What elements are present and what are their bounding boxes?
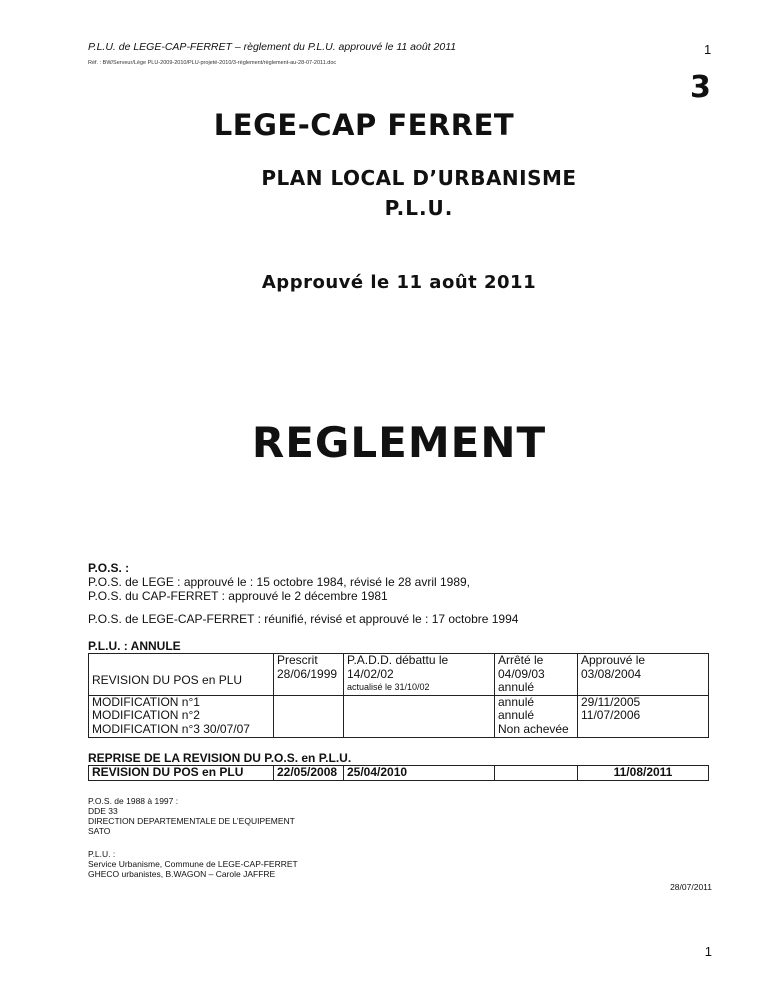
- credit-line: P.O.S. de 1988 à 1997 :: [88, 796, 179, 806]
- credit-line: DDE 33: [88, 806, 118, 816]
- table-row: [89, 695, 709, 737]
- table-cell-label: REVISION DU POS en PLU: [89, 654, 274, 696]
- cell-line: Non achevée: [498, 721, 569, 736]
- cell-line: Arrêté le: [498, 653, 544, 667]
- cell-line: 29/11/2005: [581, 694, 641, 709]
- cell-line: annulé: [498, 680, 535, 695]
- table-cell-approuve: [578, 695, 709, 737]
- table-cell-padd: 25/04/2010: [344, 766, 495, 781]
- credit-line: Service Urbanisme, Commune de LEGE-CAP-FERRET: [88, 859, 298, 869]
- cell-line: annulé: [498, 708, 535, 723]
- table-cell-prescrit: 22/05/2008: [274, 766, 344, 781]
- credit-line: GHECO urbanistes, B.WAGON – Carole JAFFRE: [88, 869, 276, 879]
- cell-line: Prescrit: [277, 653, 318, 667]
- credit-line: SATO: [88, 826, 111, 836]
- header-page-number: 1: [704, 42, 712, 57]
- table-cell-approuve: 11/08/2011: [578, 766, 709, 781]
- table-cell-prescrit: [274, 654, 344, 696]
- table-cell-prescrit: [274, 695, 344, 737]
- pos-credits: [88, 796, 295, 836]
- header-reference: Réf. : BW/Serveur/Lège PLU-2009-2010/PLU-projeté-2010/3-règlement/règlement-au-28-07-2011.doc: [88, 60, 337, 66]
- header-title: P.L.U. de LEGE-CAP-FERRET – règlement du P.L.U. approuvé le 11 août 2011: [88, 41, 457, 53]
- plan-title-line1: PLAN LOCAL D’URBANISME: [261, 166, 577, 190]
- cell-line: 14/02/02: [347, 666, 394, 681]
- table-cell-arrete: [495, 654, 578, 696]
- reprise-heading: REPRISE DE LA REVISION DU P.O.S. en P.L.U.: [88, 751, 352, 765]
- credit-line: P.L.U. :: [88, 849, 116, 859]
- credit-line: DIRECTION DEPARTEMENTALE DE L’EQUIPEMENT: [88, 816, 295, 826]
- cell-line: 04/09/03: [498, 666, 545, 681]
- pos-line-capferret: P.O.S. du CAP-FERRET : approuvé le 2 décembre 1981: [88, 589, 388, 603]
- reprise-table: [88, 765, 709, 781]
- table-row: [89, 654, 709, 696]
- table-cell-arrete: [495, 695, 578, 737]
- pos-heading: P.O.S. :: [88, 561, 130, 575]
- cell-line: 28/06/1999: [277, 666, 338, 681]
- commune-title: LEGE-CAP FERRET: [213, 108, 515, 142]
- approval-date-title: Approuvé le 11 août 2011: [261, 272, 537, 293]
- table-cell-padd: [344, 654, 495, 696]
- table-cell-label: REVISION DU POS en PLU: [89, 766, 274, 781]
- cell-line: annulé: [498, 694, 535, 709]
- cell-note: actualisé le 31/10/02: [347, 682, 430, 693]
- section-number: 3: [690, 70, 711, 105]
- table-cell-padd: [344, 695, 495, 737]
- cell-line: Approuvé le: [581, 653, 646, 667]
- table-row: [89, 766, 709, 781]
- pos-line-lege: P.O.S. de LEGE : approuvé le : 15 octobre 1984, révisé le 28 avril 1989,: [88, 575, 471, 589]
- plu-credits: [88, 849, 298, 879]
- table-cell-approuve: [578, 654, 709, 696]
- table-cell-label: [89, 695, 274, 737]
- footer-date: 28/07/2011: [670, 882, 712, 892]
- plu-annule-table: [88, 653, 709, 738]
- plan-title-line2: P.L.U.: [384, 196, 454, 220]
- cell-line: MODIFICATION n°3 30/07/07: [92, 721, 250, 736]
- cell-line: 03/08/2004: [581, 666, 642, 681]
- cell-line: MODIFICATION n°1: [92, 694, 200, 709]
- cell-line: P.A.D.D. débattu le: [347, 653, 449, 667]
- cell-line: MODIFICATION n°2: [92, 708, 200, 723]
- document-title: REGLEMENT: [251, 418, 547, 467]
- plu-annule-heading: P.L.U. : ANNULE: [88, 639, 181, 653]
- pos-line-reunifie: P.O.S. de LEGE-CAP-FERRET : réunifié, révisé et approuvé le : 17 octobre 1994: [88, 612, 519, 626]
- footer-page-number: 1: [704, 944, 712, 959]
- table-cell-arrete: [495, 766, 578, 781]
- cell-line: 11/07/2006: [581, 708, 641, 723]
